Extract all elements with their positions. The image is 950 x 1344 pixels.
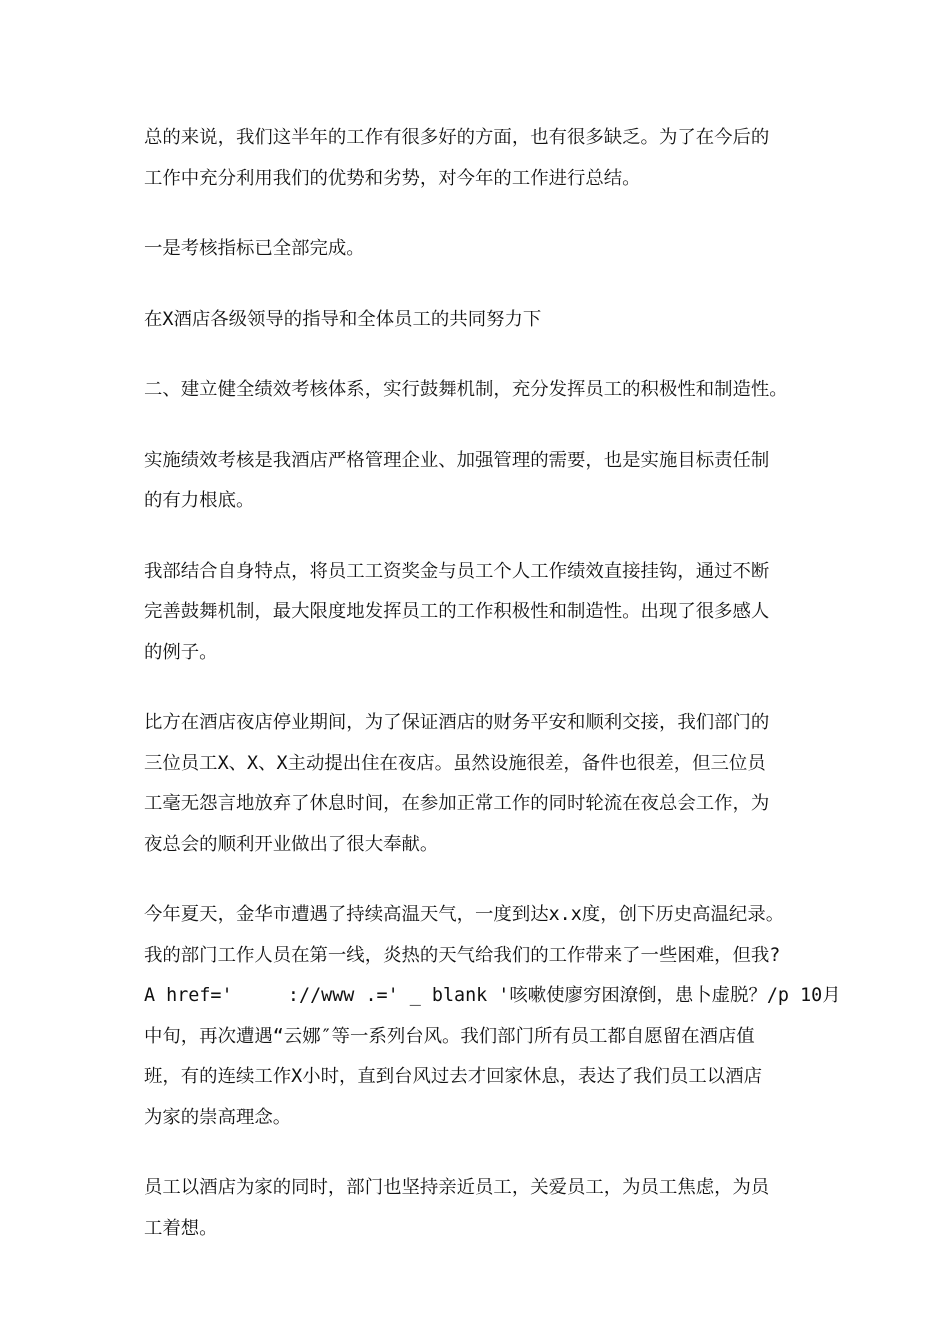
paragraph-3 bbox=[144, 300, 808, 341]
paragraph-8 bbox=[144, 895, 841, 1138]
text-line: 为家的崇高理念。 bbox=[144, 1106, 292, 1128]
text-line: 实施绩效考核是我酒店严格管理企业、加强管理的需要，也是实施目标责任制 bbox=[144, 449, 770, 471]
text-line: 中旬，再次遭遇“云娜″等一系列台风。我们部门所有员工都自愿留在酒店值 bbox=[144, 1025, 755, 1047]
text-line: 工毫无怨言地放弃了休息时间，在参加正常工作的同时轮流在夜总会工作，为 bbox=[144, 793, 770, 814]
paragraph-4 bbox=[144, 370, 808, 411]
paragraph-2 bbox=[144, 229, 808, 270]
text-line: 夜总会的顺利开业做出了很大奉献。 bbox=[144, 833, 439, 855]
text-line: 总的来说，我们这半年的工作有很多好的方面，也有很多缺乏。为了在今后的 bbox=[144, 127, 770, 148]
text-line: 在X酒店各级领导的指导和全体员工的共同努力下 bbox=[144, 308, 542, 330]
text-line: 的有力根底。 bbox=[144, 490, 255, 511]
paragraph-9 bbox=[144, 1168, 808, 1249]
text-line: 工着想。 bbox=[144, 1217, 218, 1239]
text-line: 我部结合自身特点，将员工工资奖金与员工个人工作绩效直接挂钩，通过不断 bbox=[144, 560, 770, 582]
text-line: 今年夏天，金华市遭遇了持续高温天气，一度到达x.x度，创下历史高温纪录。 bbox=[144, 904, 785, 925]
text-line: 工作中充分利用我们的优势和劣势，对今年的工作进行总结。 bbox=[144, 167, 641, 189]
text-line: 一是考核指标已全部完成。 bbox=[144, 238, 365, 259]
text-line: 班，有的连续工作X小时，直到台风过去才回家休息，表达了我们员工以酒店 bbox=[144, 1066, 762, 1087]
paragraph-5 bbox=[144, 441, 808, 522]
paragraph-1 bbox=[144, 118, 808, 199]
text-line: 我的部门工作人员在第一线，炎热的天气给我们的工作带来了一些困难，但我? bbox=[144, 944, 781, 966]
text-line: 员工以酒店为家的同时，部门也坚持亲近员工，关爱员工，为员工焦虑，为员 bbox=[144, 1177, 770, 1198]
text-line: 二、建立健全绩效考核体系，实行鼓舞机制，充分发挥员工的积极性和制造性。 bbox=[144, 379, 788, 400]
text-line: A href=' ://www .=' _ blank '咳嗽使廖穷困潦倒，患卜虚脱？/p 10月 bbox=[144, 985, 841, 1006]
paragraph-7 bbox=[144, 703, 808, 865]
text-line: 的例子。 bbox=[144, 641, 218, 663]
text-line: 比方在酒店夜店停业期间，为了保证酒店的财务平安和顺利交接，我们部门的 bbox=[144, 712, 770, 733]
paragraph-6 bbox=[144, 552, 808, 674]
text-line: 完善鼓舞机制，最大限度地发挥员工的工作积极性和制造性。出现了很多感人 bbox=[144, 601, 770, 622]
document-body bbox=[144, 118, 841, 1279]
text-line: 三位员工X、X、X主动提出住在夜店。虽然设施很差，备件也很差，但三位员 bbox=[144, 752, 766, 774]
